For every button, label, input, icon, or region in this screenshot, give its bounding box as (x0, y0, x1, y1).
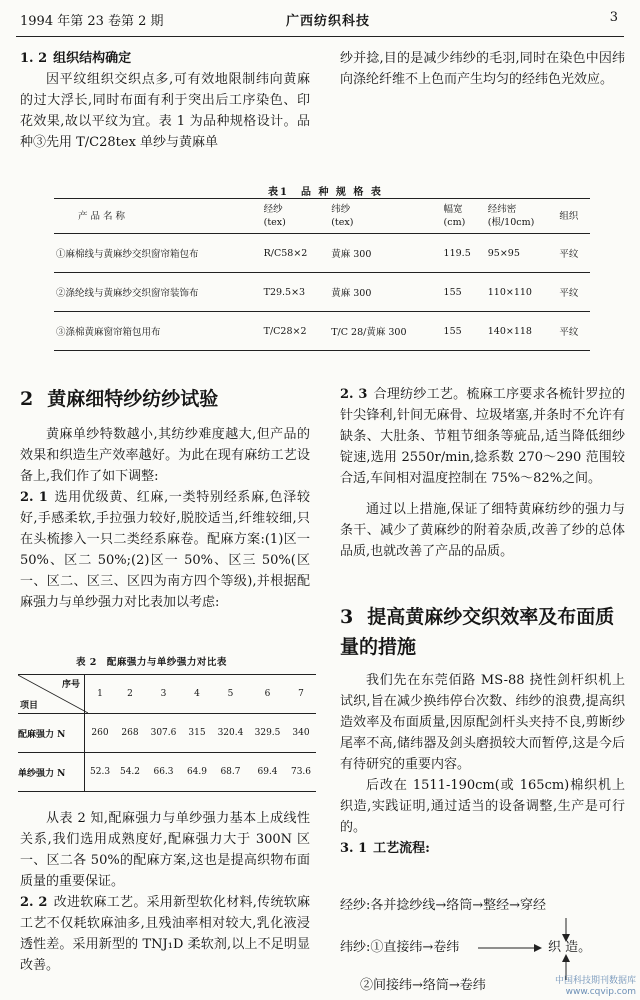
table-cell: 155 (442, 312, 486, 351)
table-cell: 平纹 (557, 312, 590, 351)
table-cell: 54.2 (115, 753, 145, 792)
table-row (18, 714, 316, 753)
table-header-row (54, 199, 590, 234)
section-2-cont (20, 808, 310, 976)
table-cell: 155 (442, 273, 486, 312)
paragraph-continued: 纱并捻,目的是减少纬纱的毛羽,同时在染色中因纬向涤纶纤维不上色而产生均匀的经纬色光效应。 (340, 51, 625, 87)
section-2-heading: 2 黄麻细特纱纺纱试验 (20, 388, 219, 410)
paragraph: 通过以上措施,保证了细特黄麻纺纱的强力与条干、减少了黄麻纱的附着杂质,改善了纱的总体品质,也就改善了产品的品质。 (340, 502, 625, 559)
table-cell: R/C58×2 (262, 234, 330, 273)
section-1-2 (20, 48, 310, 153)
section-3-heading: 3 提高黄麻纱交织效率及布面质量的措施 (340, 606, 615, 658)
header-rule (16, 36, 624, 37)
page-number: 3 (609, 10, 618, 25)
table-cell: 315 (182, 714, 212, 753)
table-cell: 平纹 (557, 234, 590, 273)
table-cell: 340 (286, 714, 316, 753)
paragraph: 从表 2 知,配麻强力与单纱强力基本上成线性关系,我们选用成熟度好,配麻强力大于 300N 区一、区二各 50%的配麻方案,这也是提高织物布面质量的重要保证。 (20, 811, 310, 889)
table-cell: 64.9 (182, 753, 212, 792)
paragraph: 2. 2 改进软麻工艺。采用新型软化材料,传统软麻工艺不仅耗软麻油多,且残油率相对较大,乳化液浸透性差。采用新型的 TNJ₁D 柔软剂,以上不足明显改善。 (20, 895, 310, 973)
table-cell: T/C 28/黄麻 300 (329, 312, 441, 351)
table-cell: 69.4 (249, 753, 286, 792)
table-cell: ②涤纶线与黄麻纱交织窗帘装饰布 (54, 273, 262, 312)
table-header-cell: 5 (212, 675, 249, 714)
table-cell: 329.5 (249, 714, 286, 753)
table-row (54, 273, 590, 312)
row-label: 单纱强力 N (18, 753, 85, 792)
table-header-cell: 幅宽 (cm) (442, 199, 486, 234)
spec-table (54, 198, 590, 351)
running-header (16, 10, 624, 32)
table-cell: 66.3 (145, 753, 182, 792)
subsection-heading: 1. 2 组织结构确定 (20, 51, 132, 66)
table-cell: 黄麻 300 (329, 273, 441, 312)
section-2-3 (340, 384, 625, 562)
table-cell: 黄麻 300 (329, 234, 441, 273)
table-row (54, 312, 590, 351)
table-header-cell: 2 (115, 675, 145, 714)
table-row (54, 234, 590, 273)
table-cell: ③涤棉黄麻窗帘箱包用布 (54, 312, 262, 351)
paragraph: 我们先在东莞佰路 MS-88 挠性剑杆织机上试织,旨在减少换纬停台次数、纬纱的浪费,提高织造效率及布面质量,因原配剑杆头夹持不良,剪断纱尾率不高,储纬器及剑头磨损较大而暂停,这是今后有待研究的重要内容。 (340, 673, 625, 772)
table-cell: 119.5 (442, 234, 486, 273)
table-cell: 307.6 (145, 714, 182, 753)
table-header-cell: 经纱 (tex) (262, 199, 330, 234)
table-header-row (18, 675, 316, 714)
table-header-cell: 7 (286, 675, 316, 714)
watermark: 中国科技期刊数据库 www.cqvip.com (554, 976, 636, 997)
table-row (18, 753, 316, 792)
paragraph: 黄麻单纱特数越小,其纺纱难度越大,但产品的效果和织造生产效率越好。为此在现有麻纺工艺设备上,我们作了如下调整: (20, 427, 310, 484)
table-cell: 320.4 (212, 714, 249, 753)
table-cell: 268 (115, 714, 145, 753)
strength-table (18, 674, 316, 792)
table-header-cell: 3 (145, 675, 182, 714)
flow-weft-indirect: ②间接纬→络筒→卷纬 (360, 978, 486, 993)
table-cell: 52.3 (85, 753, 116, 792)
issue-info: 1994 年第 23 卷第 2 期 (20, 14, 164, 29)
table-header-cell: 纬纱 (tex) (329, 199, 441, 234)
row-label: 配麻强力 N (18, 714, 85, 753)
table-cell: T29.5×3 (262, 273, 330, 312)
table-cell: 140×118 (486, 312, 558, 351)
flow-warp: 经纱:各并捻纱线→络筒→整经→穿经 (340, 898, 547, 913)
paragraph: 2. 1 选用优级黄、红麻,一类特别经系麻,色泽较好,手感柔软,手拉强力较好,脱胶适当,纤维较细,只在头梳掺入一只二类经系麻卷。配麻方案:(1)区一 50%、区二 50%;(2)区一 50%、区三 50%(区一、区二、区三、区四为南方四个等级),并根据配麻强力与单纱强力对比表加以考虑: (20, 490, 310, 610)
flow-weft-direct: 纬纱:①直接纬→卷纬 (340, 940, 460, 955)
table-header-cell: 组织 (557, 199, 590, 234)
table-cell: ①麻棉线与黄麻纱交织窗帘箱包布 (54, 234, 262, 273)
table-cell: 110×110 (486, 273, 558, 312)
table-header-cell: 6 (249, 675, 286, 714)
section-2-body (20, 424, 310, 613)
paragraph: 后改在 1511-190cm(或 165cm)棉织机上织造,实践证明,通过适当的设备调整,生产是可行的。 (340, 778, 625, 835)
table-header-cell: 产 品 名 称 (54, 199, 262, 234)
table-cell: 260 (85, 714, 116, 753)
paragraph: 因平纹组织交织点多,可有效地限制纬向黄麻的过大浮长,同时布面有利于突出后工序染色、印花效果,故以平纹为宜。表 1 为品种规格设计。品种③先用 T/C28tex 单纱与黄麻单 (20, 72, 310, 150)
table-cell: 平纹 (557, 273, 590, 312)
paragraph: 2. 3 合理纺纱工艺。梳麻工序要求各梳针罗拉的针尖锋利,针间无麻骨、垃圾堵塞,并条时不允许有缺条、大肚条、节粗节细条等疵品,适当降低细纱锭速,选用 2550r/min,捻系数 270～290 范围较合适,车间相对温度控制在 75%～82%之间。 (340, 387, 625, 486)
table-header-cell: 经纬密 (根/10cm) (486, 199, 558, 234)
section-3-body (340, 670, 625, 859)
table-cell: T/C28×2 (262, 312, 330, 351)
table-cell: 68.7 (212, 753, 249, 792)
corner-cell: 序号 项目 (18, 675, 85, 714)
table-header-cell: 4 (182, 675, 212, 714)
table-cell: 73.6 (286, 753, 316, 792)
table-cell: 95×95 (486, 234, 558, 273)
flow-weaving: 织 造。 (548, 940, 592, 955)
subsection-heading: 3. 1 工艺流程: (340, 841, 430, 856)
table1-caption: 表1 品 种 规 格 表 (268, 187, 383, 198)
table-header-cell: 1 (85, 675, 116, 714)
table2-caption: 表 2 配麻强力与单纱强力对比表 (76, 657, 227, 668)
journal-title: 广西纺织科技 (286, 14, 371, 29)
